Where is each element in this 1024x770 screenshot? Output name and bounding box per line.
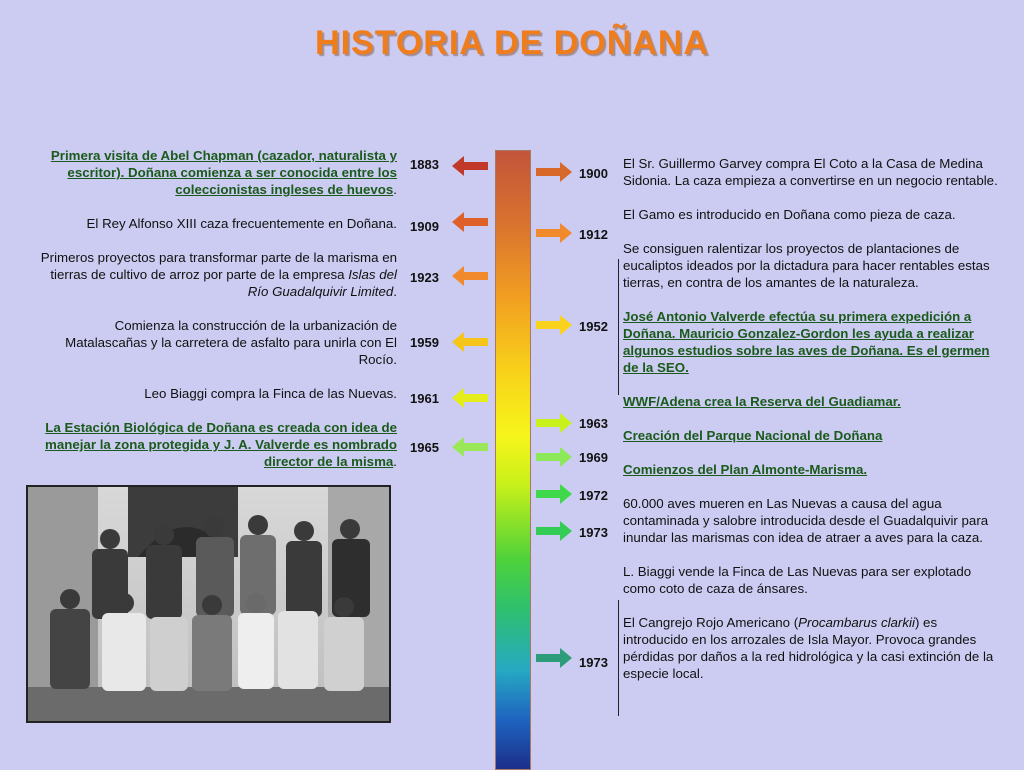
arrow-left-1883 xyxy=(452,156,490,176)
event-1969-text: Creación del Parque Nacional de Doñana xyxy=(623,428,883,443)
event-1961-text: Leo Biaggi compra la Finca de las Nuevas. xyxy=(144,386,397,401)
arrow-left-1923 xyxy=(452,266,490,286)
right-events-column xyxy=(623,155,1003,682)
year-1952: 1952 xyxy=(579,319,608,334)
event-1952-text-b: José Antonio Valverde efectúa su primera expedición a Doñana. Mauricio Gonzalez-Gordon les ayuda a realizar algunos estudios sobre las aves de Doñana. Es el germen de la SEO. xyxy=(623,309,990,375)
event-1963-text: WWF/Adena crea la Reserva del Guadiamar. xyxy=(623,394,901,409)
year-1969: 1969 xyxy=(579,450,608,465)
group-photo-image xyxy=(28,487,389,721)
arrow-left-1961 xyxy=(452,388,490,408)
year-1963: 1963 xyxy=(579,416,608,431)
event-1973-text-a: 60.000 aves mueren en Las Nuevas a causa del agua contaminada y salobre introducida desde el Guadalquivir para inundar las marismas con idea de atraer a aves para la caza. xyxy=(623,496,989,545)
arrow-left-1959 xyxy=(452,332,490,352)
year-1900: 1900 xyxy=(579,166,608,181)
event-1965-text: La Estación Biológica de Doñana es creada con idea de manejar la zona protegida y J. A. Valverde es nombrado director de la misma. xyxy=(45,420,397,469)
event-1923-text: Primeros proyectos para transformar parte de la marisma en tierras de cultivo de arroz por parte de la empresa Islas del Río Guadalquivir Limited. xyxy=(40,250,397,299)
event-1973-text-b: L. Biaggi vende la Finca de Las Nuevas para ser explotado como coto de caza de ánsares. xyxy=(623,564,972,596)
year-1959: 1959 xyxy=(410,335,439,350)
event-1959-text: Comienza la construcción de la urbanización de Matalascañas y la carretera de asfalto para unirla con El Rocío. xyxy=(65,318,397,367)
event-1952-text-a: Se consiguen ralentizar los proyectos de plantaciones de eucaliptos ideados por la dictadura para hacer rentables estas tierras, en contra de los amantes de la naturaleza. xyxy=(623,241,990,290)
year-1923: 1923 xyxy=(410,270,439,285)
year-1965: 1965 xyxy=(410,440,439,455)
bracket-1973b xyxy=(618,600,619,716)
page-title: HISTORIA DE DOÑANA xyxy=(315,24,709,62)
arrow-right-1973a xyxy=(536,521,574,541)
arrow-left-1909 xyxy=(452,212,490,232)
arrow-right-1952 xyxy=(536,315,574,335)
arrow-right-1972 xyxy=(536,484,574,504)
timeline-bar xyxy=(495,150,531,770)
arrow-right-1969 xyxy=(536,447,574,467)
year-1883: 1883 xyxy=(410,157,439,172)
year-1973b: 1973 xyxy=(579,655,608,670)
arrow-right-1900 xyxy=(536,162,574,182)
arrow-right-1973b xyxy=(536,648,574,668)
group-photo xyxy=(26,485,391,723)
event-1912-text: El Gamo es introducido en Doñana como pieza de caza. xyxy=(623,207,956,222)
event-1883-text: Primera visita de Abel Chapman (cazador, naturalista y escritor). Doñana comienza a ser conocida entre los coleccionistas ingleses de huevos. xyxy=(50,148,397,197)
year-1972: 1972 xyxy=(579,488,608,503)
year-1912: 1912 xyxy=(579,227,608,242)
arrow-left-1965 xyxy=(452,437,490,457)
event-1973-text-c: El Cangrejo Rojo Americano (Procambarus clarkii) es introducido en los arrozales de Isla Mayor. Provoca grandes pérdidas por daños a la red hidrológica y la casi extinción de la especie local. xyxy=(623,615,994,681)
arrow-right-1963 xyxy=(536,413,574,433)
left-events-column xyxy=(36,147,397,487)
event-1972-text: Comienzos del Plan Almonte-Marisma. xyxy=(623,462,868,477)
event-1909-text: El Rey Alfonso XIII caza frecuentemente en Doñana. xyxy=(86,216,397,231)
year-1973a: 1973 xyxy=(579,525,608,540)
arrow-right-1912 xyxy=(536,223,574,243)
event-1900-text: El Sr. Guillermo Garvey compra El Coto a la Casa de Medina Sidonia. La caza empieza a convertirse en un negocio rentable. xyxy=(623,156,998,188)
bracket-1952 xyxy=(618,259,619,395)
year-1909: 1909 xyxy=(410,219,439,234)
year-1961: 1961 xyxy=(410,391,439,406)
